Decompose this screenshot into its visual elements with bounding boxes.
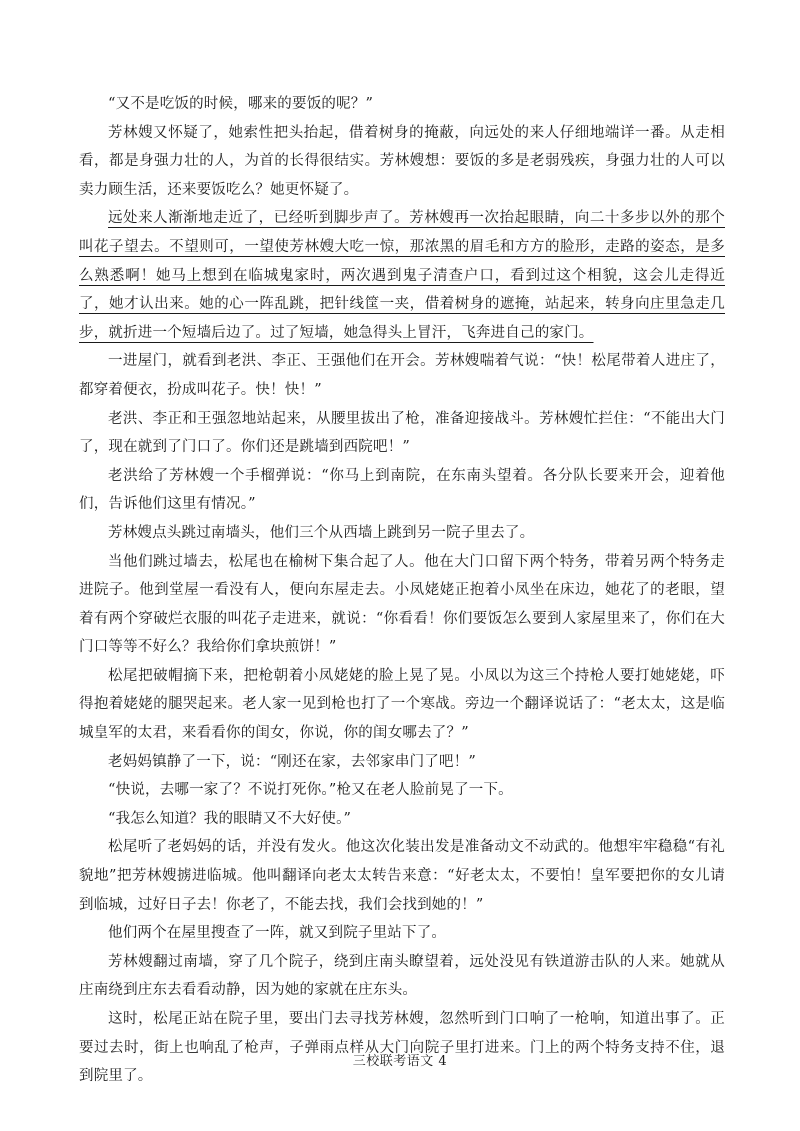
paragraph-3-underlined — [79, 204, 725, 347]
paragraph-12: “我怎么知道？我的眼睛又不大好使。” — [108, 810, 352, 827]
paragraph-4: 一进屋门，就看到老洪、李正、王强他们在开会。芳林嫂喘着气说：“快！松尾带着人进庄了，都穿着便衣，扮成叫花子。快！快！” — [79, 353, 725, 398]
paragraph-7: 芳林嫂点头跳过南墙头，他们三个从西墙上跳到另一院子里去了。 — [108, 524, 535, 541]
page-footer: 三校联考语文 4 — [352, 1054, 448, 1069]
paragraph-1: “又不是吃饭的时候，哪来的要饭的呢？” — [108, 96, 374, 112]
paragraph-15: 芳林嫂翻过南墙，穿了几个院子，绕到庄南头瞭望着，远处没见有铁道游击队的人来。她就从庄南绕到庄东去看看动静，因为她的家就在庄东头。 — [79, 953, 725, 999]
paragraph-16: 这时，松尾正站在院子里，要出门去寻找芳林嫂，忽然听到门口响了一枪响，知道出事了。正要过去时，街上也响乱了枪声，子弹雨点样从大门向院子里打进来。门上的两个特务支持不住，退到院里了。 — [79, 1011, 725, 1085]
paragraph-8: 当他们跳过墙去，松尾也在榆树下集合起了人。他在大门口留下两个特务，带着另两个特务走进院子。他到堂屋一看没有人，便向东屋走去。小凤姥姥正抱着小凤坐在床边，她花了的老眼，望着有两个穿破烂衣服的叫花子走进来，就说：“你看看！你们要饭怎么要到人家屋里来了，你们在大门口等等不好么？我给你们拿块煎饼！” — [79, 553, 725, 656]
paragraph-9: 松尾把破帽摘下来，把枪朝着小凤姥姥的脸上晃了晃。小凤以为这三个持枪人要打她姥姥，吓得抱着姥姥的腿哭起来。老人家一见到枪也打了一个寒战。旁边一个翻译说话了：“老太太，这是临城皇军的太君，来看看你的闺女，你说，你的闺女哪去了？” — [79, 667, 725, 742]
paragraph-13: 松尾听了老妈妈的话，并没有发火。他这次化装出发是准备动文不动武的。他想牢牢稳稳“有礼貌地”把芳林嫂掳进临城。他叫翻译向老太太转告来意：“好老太太，不要怕！皇军要把你的女儿请到临城，过好日子去！你老了，不能去找，我们会找到她的！” — [79, 839, 725, 913]
paragraph-11: “快说，去哪一家了？不说打死你。”枪又在老人脸前晃了一下。 — [108, 782, 513, 799]
paragraph-6: 老洪给了芳林嫂一个手榴弹说：“你马上到南院，在东南头望着。各分队长要来开会，迎着他们，告诉他们这里有情况。” — [79, 467, 725, 513]
paragraph-10: 老妈妈镇静了一下，说：“刚还在家，去邻家串门了吧！” — [108, 753, 477, 770]
paragraph-14: 他们两个在屋里搜查了一阵，就又到院子里站下了。 — [108, 925, 447, 942]
article-body — [79, 90, 725, 1091]
paragraph-2: 芳林嫂又怀疑了，她索性把头抬起，借着树身的掩蔽，向远处的来人仔细地端详一番。从走相看，都是身强力壮的人，为首的长得很结实。芳林嫂想：要饭的多是老弱残疾，身强力壮的人可以卖力顾生活，还来要饭吃么？她更怀疑了。 — [79, 124, 725, 198]
underlined-passage: 远处来人渐渐地走近了，已经听到脚步声了。芳林嫂再一次抬起眼睛，向二十多步以外的那个叫花子望去。不望则可，一望使芳林嫂大吃一惊，那浓黑的眉毛和方方的脸形，走路的姿态，是多么熟悉啊！她马上想到在临城鬼家时，两次遇到鬼子清查户口，看到过这个相貌，这会儿走得近了，她才认出来。她的心一阵乱跳，把针线筐一夹，借着树身的遮掩，站起来，转身向庄里急走几步，就折进一个短墙后边了。过了短墙，她急得头上冒汗，飞奔进自己的家门。 — [79, 210, 725, 341]
paragraph-5: 老洪、李正和王强忽地站起来，从腰里拔出了枪，准备迎接战斗。芳林嫂忙拦住：“不能出大门了，现在就到了门口了。你们还是跳墙到西院吧！” — [79, 410, 725, 456]
